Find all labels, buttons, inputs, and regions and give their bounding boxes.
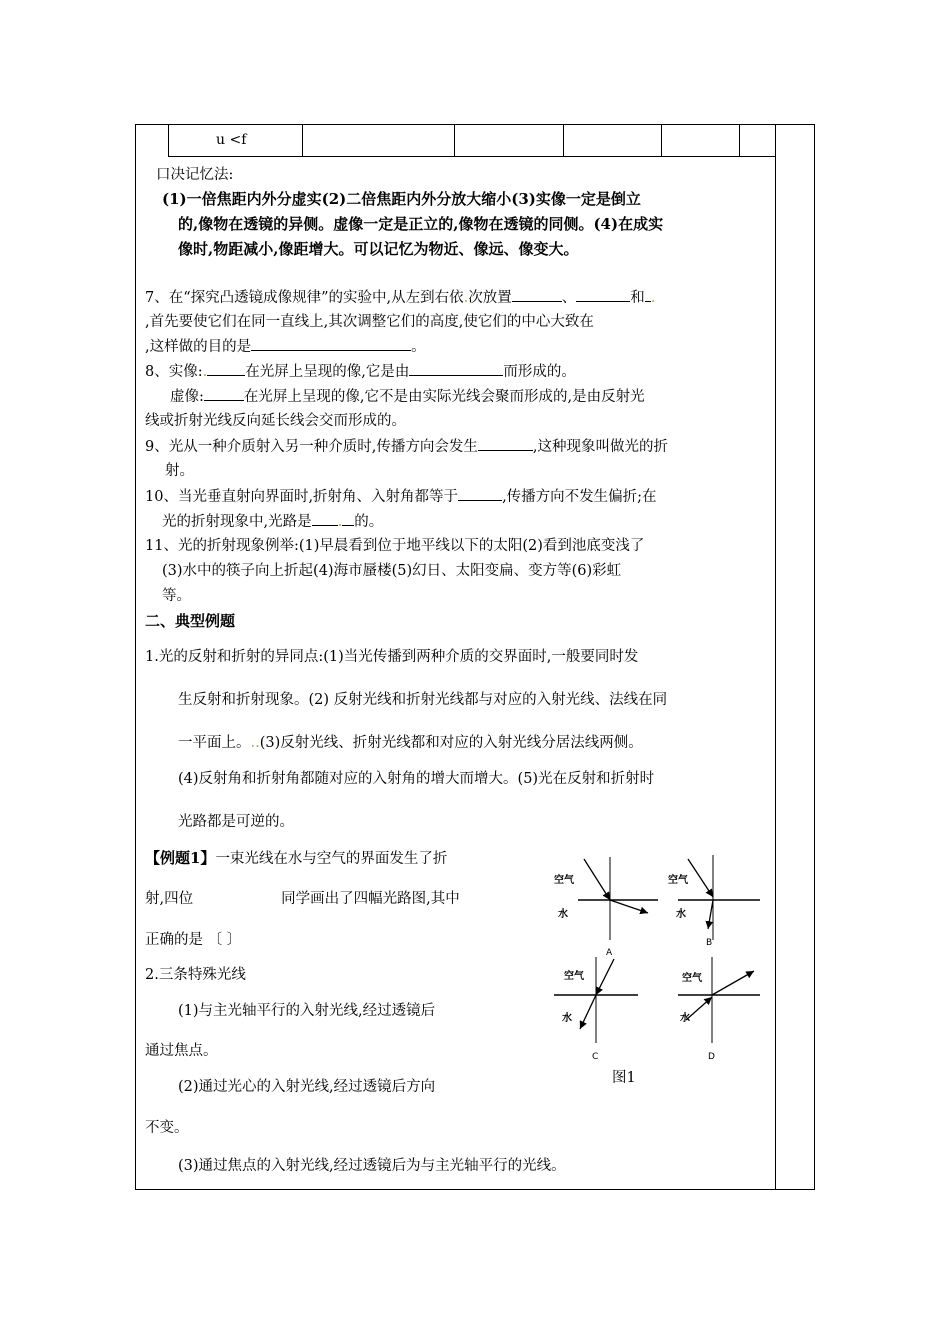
question-9-line-1: 9、光从一种介质射入另一种介质时,传播方向会发生 ,这种现象叫做光的折 (145, 436, 668, 457)
diagram-c (554, 957, 638, 1062)
question-9-line-2: 射。 (165, 463, 194, 479)
table-cell-border (168, 125, 169, 157)
air-label: 空气 (682, 973, 702, 984)
table-cell-border (454, 125, 455, 157)
air-label: 空气 (554, 875, 574, 886)
mnemonic-line-1: (1)一倍焦距内外分虚实(2)二倍焦距内外分放大缩小(3)实像一定是倒立 (162, 190, 641, 208)
diagram-a-label: A (606, 948, 613, 958)
mnemonic-line-3: 像时,物距减小,像距增大。可以记忆为物近、像远、像变大。 (178, 240, 579, 258)
table-cell-border (302, 125, 303, 157)
diagram-c-label: C (592, 1052, 599, 1062)
mnemonic-line-2: 的,像物在透镜的异侧。虚像一定是正立的,像物在透镜的同侧。(4)在成实 (178, 215, 664, 233)
example-1-line-3: 正确的是 〔 〕 (145, 932, 242, 948)
table-cell-border (563, 125, 564, 157)
table-cell-border (739, 125, 740, 157)
section-title: 二、典型例题 (145, 612, 236, 630)
air-label: 空气 (564, 971, 584, 982)
example-1-line-2: 射,四位 同学画出了四幅光路图,其中 (145, 891, 460, 907)
table-cell-border (661, 125, 662, 157)
point-1-line-4: (4)反射角和折射角都随对应的入射角的增大而增大。(5)光在反射和折射时 (178, 771, 655, 787)
diagram-a (554, 857, 658, 958)
diagram-b (668, 855, 760, 948)
right-margin-column (775, 125, 776, 1189)
point-2-rule-2b: 不变。 (145, 1120, 189, 1136)
question-10-line-2: 光的折射现象中,光路是 . 的。 (162, 511, 383, 532)
question-8-line-3: 线或折射光线反向延长线会交而形成的。 (145, 413, 406, 429)
water-label: 水 (680, 1013, 690, 1024)
point-2-title: 2.三条特殊光线 (145, 967, 246, 983)
table-row-border (168, 156, 775, 157)
point-1-line-2: 生反射和折射现象。(2) 反射光线和折射光线都与对应的入射光线、法线在同 (178, 692, 668, 708)
water-label: 水 (562, 1013, 572, 1024)
question-7-line-2: ,首先要使它们在同一直线上,其次调整它们的高度,使它们的中心大致在 (145, 314, 594, 330)
question-11-line-1: 11、光的折射现象例举:(1)早晨看到位于地平线以下的太阳(2)看到池底变浅了 (145, 538, 645, 554)
point-1-line-3: 一平面上。..(3)反射光线、折射光线都和对应的入射光线分居法线两侧。 (178, 735, 643, 751)
diagram-d-label: D (708, 1052, 715, 1062)
mnemonic-heading: 口决记忆法: (156, 167, 234, 183)
water-label: 水 (558, 909, 568, 920)
example-label: 【例题1】 (145, 849, 216, 867)
point-2-rule-1b: 通过焦点。 (145, 1043, 218, 1059)
figure-caption: 图1 (612, 1070, 636, 1086)
table-row (136, 125, 775, 157)
question-7-line-3: ,这样做的目的是 。 (145, 336, 426, 357)
question-11-line-3: 等。 (162, 588, 191, 604)
diagram-d (678, 957, 760, 1062)
refraction-figure (548, 845, 768, 1085)
question-10-line-1: 10、当光垂直射向界面时,折射角、入射角都等于 ,传播方向不发生偏折;在 (145, 486, 657, 507)
diagram-b-label: B (706, 938, 713, 948)
point-2-rule-2a: (2)通过光心的入射光线,经过透镜后方向 (178, 1079, 436, 1095)
point-2-rule-3: (3)通过焦点的入射光线,经过透镜后为与主光轴平行的光线。 (178, 1158, 566, 1174)
question-8-line-2: 虚像: 在光屏上呈现的像,它不是由实际光线会聚而形成的,是由反射光 (170, 386, 645, 407)
question-8-line-1: 8、实像:. 在光屏上呈现的像,它是由 而形成的。 (145, 361, 576, 382)
example-1-line-1: 【例题1】一束光线在水与空气的界面发生了折 (145, 849, 448, 867)
air-label: 空气 (668, 875, 688, 886)
point-1-line-5: 光路都是可逆的。 (178, 814, 294, 830)
question-7-line-1: 7、在“探究凸透镜成像规律”的实验中,从左到右依.次放置 、 和 . (145, 287, 655, 308)
condition-cell: u <f (216, 132, 247, 148)
refraction-diagrams (548, 845, 768, 1085)
water-label: 水 (676, 909, 686, 920)
point-2-rule-1a: (1)与主光轴平行的入射光线,经过透镜后 (178, 1003, 436, 1019)
question-11-line-2: (3)水中的筷子向上折起(4)海市蜃楼(5)幻日、太阳变扁、变方等(6)彩虹 (162, 563, 622, 579)
point-1-line-1: 1.光的反射和折射的异同点:(1)当光传播到两种介质的交界面时,一般要同时发 (145, 649, 639, 665)
